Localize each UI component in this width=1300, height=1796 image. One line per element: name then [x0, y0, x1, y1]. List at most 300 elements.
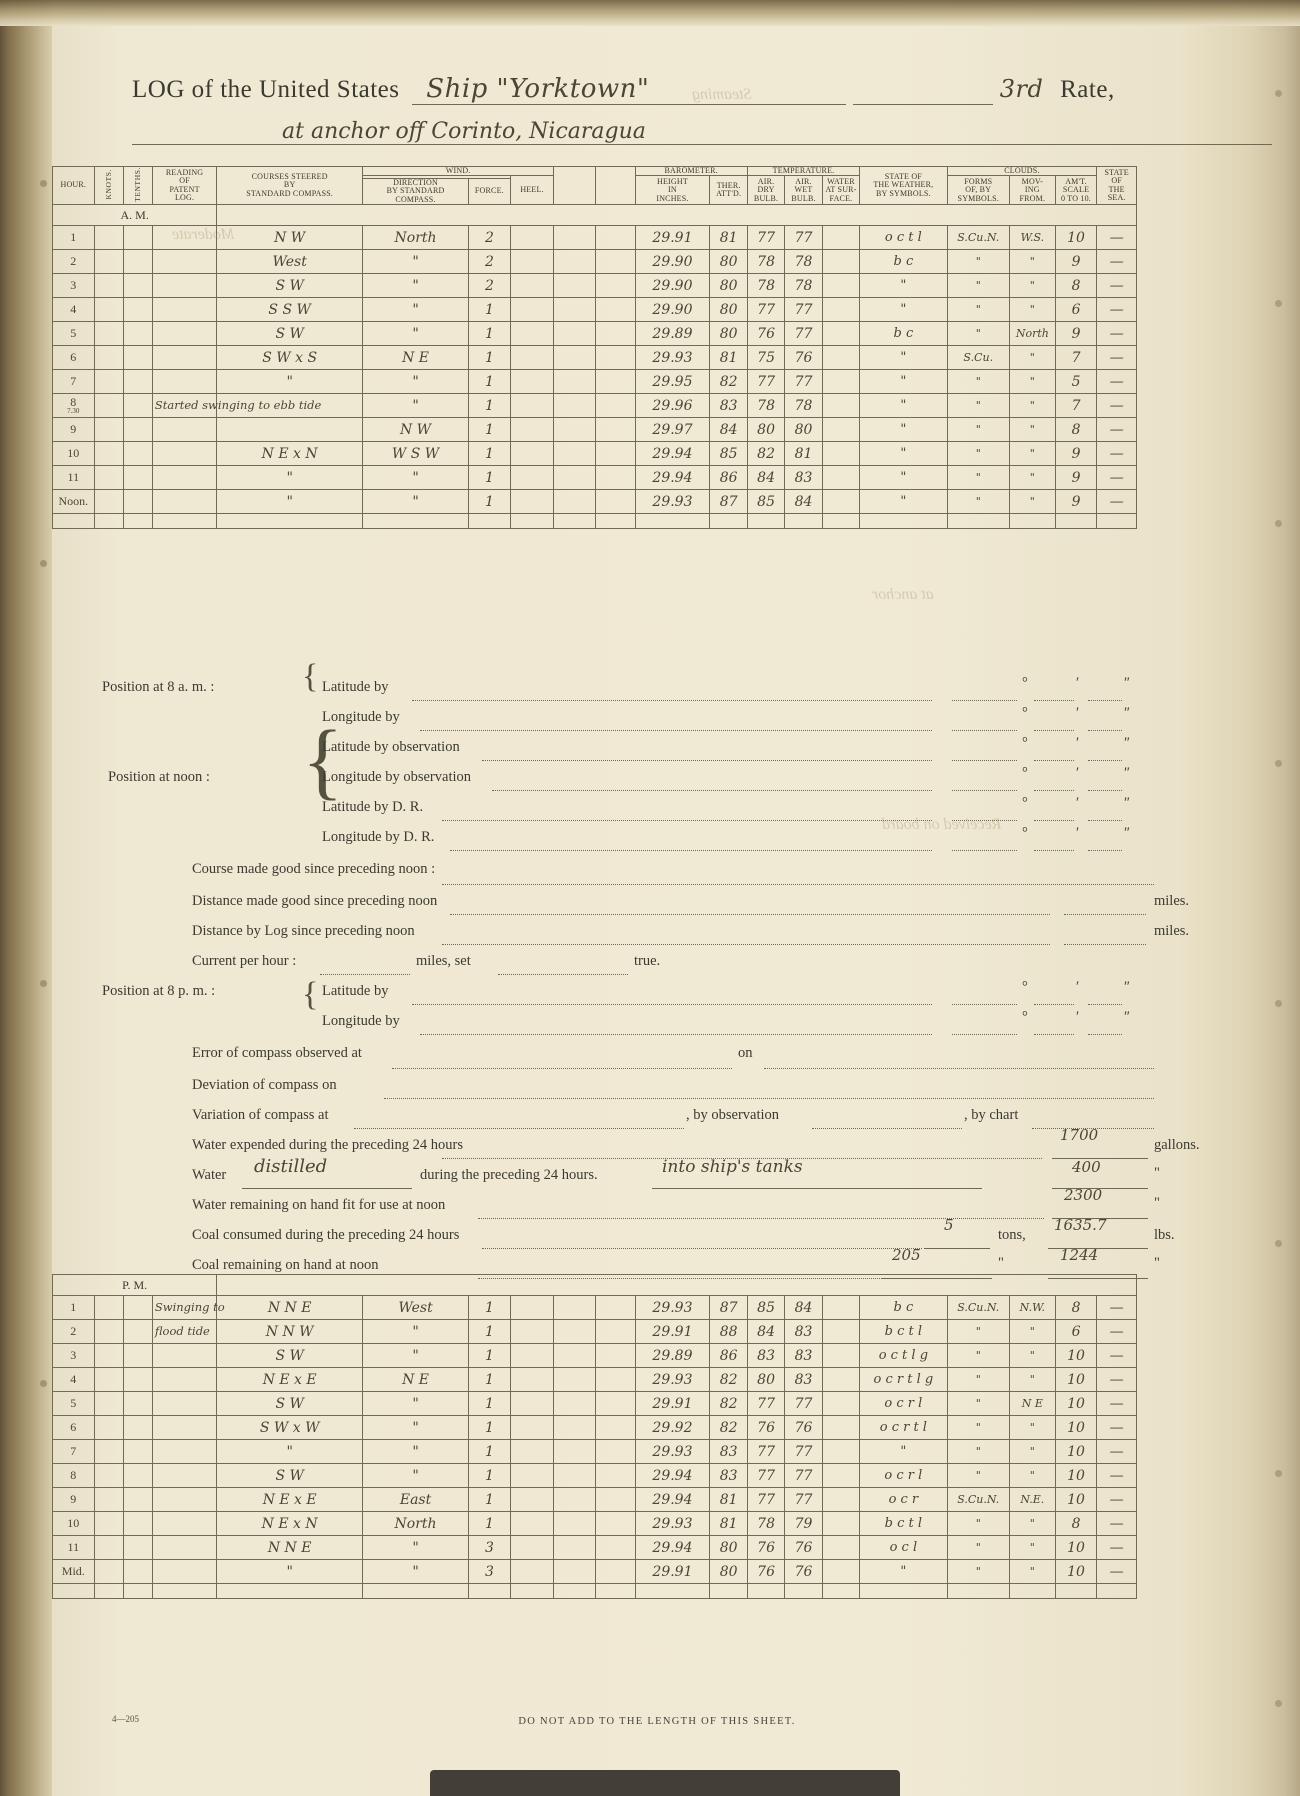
col-knots: KNOTS.: [94, 167, 123, 205]
am-wind-force: 1: [469, 418, 511, 442]
col-bar-height: HEIGHT IN INCHES.: [635, 176, 710, 205]
pm-wind-force: 1: [469, 1464, 511, 1488]
table-row-blank: [53, 514, 1137, 529]
pm-cloud-forms: ": [947, 1560, 1009, 1584]
pm-blank-b: [596, 1320, 636, 1344]
col-bar-ther: THER. ATT'D.: [710, 176, 747, 205]
am-course: [217, 418, 363, 442]
am-hour: Noon.: [53, 490, 95, 514]
lon-dr-label: Longitude by D. R.: [322, 829, 435, 845]
lon-8pm-row: Longitude by ° ′ ″: [192, 1000, 1152, 1030]
pm-ther-attd: 83: [710, 1440, 747, 1464]
pm-air-dry: 84: [747, 1320, 784, 1344]
pm-note: [152, 1440, 216, 1464]
water-remaining-value[interactable]: 2300: [1064, 1186, 1103, 1204]
am-cloud-amount: 9: [1055, 322, 1097, 346]
am-water-surface: [822, 466, 859, 490]
water-remaining-label: Water remaining on hand fit for use at noon: [192, 1197, 446, 1213]
pm-tenths: [123, 1368, 152, 1392]
water-into-value[interactable]: into ship's tanks: [662, 1157, 803, 1177]
pm-knots: [94, 1296, 123, 1320]
am-water-surface: [822, 322, 859, 346]
pm-log-table: [52, 1274, 1137, 1599]
pm-air-dry: 77: [747, 1440, 784, 1464]
am-knots: [94, 466, 123, 490]
pm-wind-direction: ": [362, 1344, 468, 1368]
coal-consumed-lbs[interactable]: 1635.7: [1054, 1216, 1107, 1234]
am-cloud-moving: ": [1009, 370, 1055, 394]
pm-sea-state: —: [1097, 1344, 1137, 1368]
coal-remaining-lbs[interactable]: 1244: [1060, 1246, 1099, 1264]
pm-wind-direction: East: [362, 1488, 468, 1512]
coal-consumed-label: Coal consumed during the preceding 24 hours: [192, 1227, 460, 1243]
am-water-surface: [822, 226, 859, 250]
am-cloud-amount: 9: [1055, 250, 1097, 274]
am-blank-b: [596, 418, 636, 442]
am-water-surface: [822, 394, 859, 418]
pm-barometer: 29.94: [635, 1488, 710, 1512]
am-barometer: 29.94: [635, 442, 710, 466]
table-row[interactable]: [53, 1464, 1137, 1488]
am-cloud-amount: 7: [1055, 394, 1097, 418]
table-row[interactable]: [53, 490, 1137, 514]
pm-barometer: 29.93: [635, 1440, 710, 1464]
am-hour: 7: [53, 370, 95, 394]
pos-8pm-label: Position at 8 p. m. :: [102, 983, 216, 999]
pm-sea-state: —: [1097, 1488, 1137, 1512]
am-blank-a: [554, 394, 596, 418]
pm-weather: b c t l: [860, 1320, 947, 1344]
pm-barometer: 29.94: [635, 1536, 710, 1560]
am-ther-attd: 81: [710, 226, 747, 250]
col-temperature-group: TEMPERATURE.: [747, 167, 859, 176]
pm-blank-a: [554, 1392, 596, 1416]
pm-course: ": [217, 1440, 363, 1464]
pm-cloud-forms: ": [947, 1368, 1009, 1392]
water-remaining-row: [192, 1184, 1160, 1214]
pm-course: S W: [217, 1392, 363, 1416]
am-blank-b: [596, 466, 636, 490]
am-weather: ": [860, 442, 947, 466]
pm-weather: o c r: [860, 1488, 947, 1512]
am-wind-force: 1: [469, 298, 511, 322]
am-cloud-forms: ": [947, 322, 1009, 346]
am-water-surface: [822, 418, 859, 442]
table-row[interactable]: [53, 1512, 1137, 1536]
table-row[interactable]: [53, 298, 1137, 322]
am-water-surface: [822, 250, 859, 274]
pm-cloud-amount: 8: [1055, 1512, 1097, 1536]
coal-remaining-label: Coal remaining on hand at noon: [192, 1257, 379, 1273]
pm-cloud-forms: ": [947, 1344, 1009, 1368]
pm-air-wet: 84: [785, 1296, 822, 1320]
table-row[interactable]: [53, 346, 1137, 370]
am-barometer: 29.96: [635, 394, 710, 418]
pm-note: [152, 1344, 216, 1368]
am-blank-b: [596, 442, 636, 466]
water-expended-value[interactable]: 1700: [1060, 1126, 1099, 1144]
pm-barometer: 29.93: [635, 1512, 710, 1536]
am-weather: ": [860, 274, 947, 298]
am-air-wet: 77: [785, 322, 822, 346]
pm-cloud-moving: N E: [1009, 1392, 1055, 1416]
am-heel: [510, 298, 554, 322]
pm-knots: [94, 1560, 123, 1584]
lat-by-label: Latitude by: [322, 983, 389, 999]
table-row[interactable]: [53, 394, 1137, 418]
lon-dr-row: Longitude by D. R. ° ′ ″: [192, 816, 1152, 846]
middle-form: { Position at 8 a. m. : Latitude by ° ′ ″ Longitude by ° ′ ″ { Latitude by observation ° ′ ″ Position at noon : Longitude by observation ° ′ ″ Latitude by D. R. ° ′ ″ Longitude by D. R. ° ′ ″ Course made good since preceding noon : Distance made good since preceding noon miles. Distance by Log since preceding noon miles. Current per hour : miles, set true. { Position at 8 p. m. : Latitude by ° ′ ″ Longitude by ° ′ ″ Error of compass observed at on Deviation of compass on Variation of compass at , by observation , by chart Water expended during the preceding 24 hours 1700 gallons. Water distilled during the preceding 24 hours. into ship's tanks 400 " Water remaining on hand fit for use at noon 2300 " Coal consumed during the preceding 24 hours 5 tons, 1635.7 lbs. Coal remaining on hand at noon 205 " 1244 ": [192, 666, 1152, 1274]
table-row[interactable]: [53, 442, 1137, 466]
pm-note: [152, 1296, 225, 1320]
pm-weather: b c t l: [860, 1512, 947, 1536]
am-note-text: Started swinging to ebb tide: [154, 398, 322, 413]
col-air-wet: AIR. WET BULB.: [785, 176, 822, 205]
am-barometer: 29.90: [635, 298, 710, 322]
ditto-mark: ": [998, 1255, 1004, 1271]
am-note: [152, 226, 216, 250]
am-note: [152, 322, 216, 346]
am-note: [152, 418, 216, 442]
am-knots: [94, 418, 123, 442]
am-blank-b: [596, 490, 636, 514]
water-distilled-value[interactable]: distilled: [254, 1156, 328, 1177]
am-tenths: [123, 322, 152, 346]
table-row[interactable]: [53, 1368, 1137, 1392]
pm-wind-force: 1: [469, 1488, 511, 1512]
pm-knots: [94, 1344, 123, 1368]
am-cloud-moving: ": [1009, 442, 1055, 466]
am-wind-direction: ": [362, 250, 468, 274]
log-title-row: [132, 74, 1132, 105]
table-row[interactable]: [53, 1536, 1137, 1560]
pm-blank-b: [596, 1512, 636, 1536]
am-sea-state: —: [1097, 466, 1137, 490]
am-air-dry: 77: [747, 298, 784, 322]
table-row[interactable]: [53, 1416, 1137, 1440]
lon-obs-label: Longitude by observation: [322, 769, 472, 785]
col-water-surface: WATER AT SUR- FACE.: [822, 176, 859, 205]
am-blank-b: [596, 394, 636, 418]
am-air-wet: 80: [785, 418, 822, 442]
pm-heel: [510, 1416, 554, 1440]
am-blank-a: [554, 346, 596, 370]
pos-8am-label: Position at 8 a. m. :: [102, 679, 215, 695]
col-patent-log: READING OF PATENT LOG.: [152, 167, 216, 205]
pm-cloud-moving: ": [1009, 1464, 1055, 1488]
pm-course: N E x E: [217, 1488, 363, 1512]
am-knots: [94, 250, 123, 274]
pm-air-wet: 76: [785, 1416, 822, 1440]
coal-consumed-tons[interactable]: 5: [944, 1216, 954, 1234]
pm-knots: [94, 1392, 123, 1416]
pm-wind-direction: ": [362, 1320, 468, 1344]
am-cloud-forms: ": [947, 250, 1009, 274]
water-expended-row: [192, 1124, 1200, 1154]
pm-sea-state: —: [1097, 1296, 1137, 1320]
pm-wind-direction: ": [362, 1560, 468, 1584]
pm-cloud-amount: 6: [1055, 1320, 1097, 1344]
am-knots: [94, 274, 123, 298]
pm-tenths: [123, 1440, 152, 1464]
pm-blank-b: [596, 1368, 636, 1392]
pm-hour: 4: [53, 1368, 95, 1392]
current-true-label: true.: [634, 953, 661, 969]
am-cloud-moving: W.S.: [1009, 226, 1055, 250]
am-sea-state: —: [1097, 274, 1137, 298]
am-wind-force: 1: [469, 442, 511, 466]
am-note: [152, 274, 216, 298]
am-wind-direction: ": [362, 298, 468, 322]
table-row[interactable]: [53, 1344, 1137, 1368]
table-row[interactable]: [53, 370, 1137, 394]
pm-air-dry: 76: [747, 1536, 784, 1560]
am-air-wet: 83: [785, 466, 822, 490]
lon-8am-row: Longitude by ° ′ ″: [192, 696, 1152, 726]
am-cloud-amount: 9: [1055, 442, 1097, 466]
pm-blank-a: [554, 1464, 596, 1488]
am-blank-a: [554, 370, 596, 394]
am-wind-direction: ": [362, 274, 468, 298]
am-knots: [94, 322, 123, 346]
water-label: Water: [192, 1167, 227, 1183]
pm-blank-b: [596, 1560, 636, 1584]
pm-cloud-moving: ": [1009, 1368, 1055, 1392]
am-sea-state: —: [1097, 442, 1137, 466]
pm-heel: [510, 1392, 554, 1416]
am-course: S S W: [217, 298, 363, 322]
am-air-wet: 78: [785, 250, 822, 274]
pm-ther-attd: 80: [710, 1560, 747, 1584]
am-cloud-moving: ": [1009, 274, 1055, 298]
am-cloud-amount: 9: [1055, 490, 1097, 514]
am-sea-state: —: [1097, 226, 1137, 250]
pm-air-dry: 77: [747, 1464, 784, 1488]
am-ther-attd: 86: [710, 466, 747, 490]
table-row[interactable]: [53, 1320, 1137, 1344]
pm-barometer: 29.92: [635, 1416, 710, 1440]
am-blank-a: [554, 274, 596, 298]
am-hour: 5: [53, 322, 95, 346]
am-blank-a: [554, 442, 596, 466]
current-label: Current per hour :: [192, 953, 297, 969]
am-tenths: [123, 442, 152, 466]
pm-cloud-forms: ": [947, 1512, 1009, 1536]
am-heel: [510, 226, 554, 250]
pm-water-surface: [822, 1368, 859, 1392]
am-cloud-moving: ": [1009, 298, 1055, 322]
pm-heel: [510, 1320, 554, 1344]
pm-hour: 3: [53, 1344, 95, 1368]
am-air-dry: 84: [747, 466, 784, 490]
error-on-label: on: [738, 1045, 753, 1061]
am-hour: 6: [53, 346, 95, 370]
deviation-row: [192, 1064, 1152, 1094]
pm-hour: 6: [53, 1416, 95, 1440]
am-blank-b: [596, 322, 636, 346]
pm-tenths: [123, 1536, 152, 1560]
pm-blank-a: [554, 1368, 596, 1392]
lbs-label: lbs.: [1154, 1227, 1175, 1243]
table-row[interactable]: [53, 250, 1137, 274]
am-tenths: [123, 274, 152, 298]
am-course: S W: [217, 322, 363, 346]
am-heel: [510, 442, 554, 466]
am-wind-direction: ": [362, 322, 468, 346]
am-ther-attd: 84: [710, 418, 747, 442]
table-row[interactable]: [53, 1488, 1137, 1512]
pm-blank-a: [554, 1560, 596, 1584]
location-row: [132, 118, 1132, 145]
am-tenths: [123, 466, 152, 490]
am-sea-state: —: [1097, 394, 1137, 418]
pm-wind-force: 1: [469, 1320, 511, 1344]
am-ther-attd: 80: [710, 274, 747, 298]
am-blank-b: [596, 298, 636, 322]
table-row[interactable]: [53, 418, 1137, 442]
am-water-surface: [822, 274, 859, 298]
pm-water-surface: [822, 1392, 859, 1416]
am-weather: b c: [860, 322, 947, 346]
am-table-body: [53, 205, 1137, 529]
pm-ther-attd: 82: [710, 1368, 747, 1392]
table-row[interactable]: [53, 1296, 1137, 1320]
pm-cloud-amount: 10: [1055, 1464, 1097, 1488]
am-wind-force: 1: [469, 322, 511, 346]
water-distilled-row: [192, 1154, 1160, 1184]
pm-wind-direction: ": [362, 1464, 468, 1488]
pm-wind-force: 1: [469, 1440, 511, 1464]
location-field[interactable]: at anchor off Corinto, Nicaragua: [132, 119, 1272, 145]
col-blank-a: [554, 167, 596, 205]
am-cloud-moving: ": [1009, 466, 1055, 490]
water-distilled-amount[interactable]: 400: [1072, 1158, 1101, 1176]
table-row[interactable]: [53, 1560, 1137, 1584]
am-barometer: 29.90: [635, 274, 710, 298]
am-wind-direction: North: [362, 226, 468, 250]
am-weather: o c t l: [860, 226, 947, 250]
table-row[interactable]: [53, 466, 1137, 490]
table-row[interactable]: [53, 226, 1137, 250]
am-note: [152, 370, 216, 394]
pm-sea-state: —: [1097, 1512, 1137, 1536]
am-heel: [510, 466, 554, 490]
pm-cloud-amount: 10: [1055, 1536, 1097, 1560]
pm-ther-attd: 82: [710, 1416, 747, 1440]
course-made-good-label: Course made good since preceding noon :: [192, 861, 436, 877]
pm-heel: [510, 1512, 554, 1536]
pm-hour: 9: [53, 1488, 95, 1512]
right-punch-holes: [1262, 0, 1282, 1796]
col-sea-state: STATE OF THE SEA.: [1097, 167, 1137, 205]
pm-hour: 1: [53, 1296, 95, 1320]
table-row[interactable]: [53, 274, 1137, 298]
am-cloud-moving: ": [1009, 418, 1055, 442]
am-knots: [94, 442, 123, 466]
am-note: [152, 346, 216, 370]
coal-consumed-row: [192, 1214, 1175, 1244]
am-wind-force: 2: [469, 274, 511, 298]
pm-course: N E x E: [217, 1368, 363, 1392]
am-barometer: 29.97: [635, 418, 710, 442]
am-note: [152, 394, 322, 418]
pm-heel: [510, 1488, 554, 1512]
pm-tenths: [123, 1560, 152, 1584]
pm-cloud-moving: ": [1009, 1344, 1055, 1368]
pm-cloud-forms: ": [947, 1440, 1009, 1464]
am-air-wet: 77: [785, 370, 822, 394]
pm-cloud-amount: 10: [1055, 1440, 1097, 1464]
pm-cloud-forms: ": [947, 1464, 1009, 1488]
col-hour: HOUR.: [53, 167, 95, 205]
table-row[interactable]: [53, 322, 1137, 346]
pm-wind-force: 1: [469, 1368, 511, 1392]
pm-wind-force: 3: [469, 1560, 511, 1584]
table-row[interactable]: [53, 1392, 1137, 1416]
pm-air-wet: 83: [785, 1344, 822, 1368]
pm-weather: o c t l g: [860, 1344, 947, 1368]
pm-hour: 10: [53, 1512, 95, 1536]
am-hour: 3: [53, 274, 95, 298]
am-knots: [94, 226, 123, 250]
pm-wind-force: 1: [469, 1344, 511, 1368]
deviation-label: Deviation of compass on: [192, 1077, 337, 1093]
pm-water-surface: [822, 1536, 859, 1560]
pm-tenths: [123, 1512, 152, 1536]
pm-air-wet: 76: [785, 1536, 822, 1560]
am-wind-direction: ": [362, 490, 468, 514]
pm-air-wet: 77: [785, 1464, 822, 1488]
am-note: [152, 298, 216, 322]
pm-ther-attd: 81: [710, 1488, 747, 1512]
pm-wind-direction: West: [362, 1296, 468, 1320]
am-note: [152, 250, 216, 274]
col-courses: COURSES STEERED BY STANDARD COMPASS.: [217, 167, 363, 205]
am-sea-state: —: [1097, 250, 1137, 274]
pm-cloud-amount: 10: [1055, 1560, 1097, 1584]
pm-cloud-forms: ": [947, 1392, 1009, 1416]
col-wind-direction: DIRECTION BY STANDARD COMPASS.: [362, 179, 468, 205]
am-ther-attd: 83: [710, 394, 747, 418]
am-cloud-moving: ": [1009, 490, 1055, 514]
am-wind-force: 1: [469, 346, 511, 370]
col-cloud-forms: FORMS OF, BY SYMBOLS.: [947, 176, 1009, 205]
lat-obs-row: Latitude by observation ° ′ ″: [192, 726, 1152, 756]
pm-hour: 11: [53, 1536, 95, 1560]
coal-remaining-tons[interactable]: 205: [892, 1246, 921, 1264]
table-row[interactable]: [53, 1440, 1137, 1464]
am-heel: [510, 490, 554, 514]
am-course: ": [217, 370, 363, 394]
pm-water-surface: [822, 1464, 859, 1488]
pm-blank-b: [596, 1416, 636, 1440]
am-weather: ": [860, 346, 947, 370]
ship-name-field[interactable]: Ship "Yorktown": [412, 74, 846, 105]
rate-value[interactable]: 3rd: [999, 75, 1044, 103]
pm-cloud-amount: 10: [1055, 1488, 1097, 1512]
am-cloud-forms: ": [947, 490, 1009, 514]
pm-air-wet: 77: [785, 1440, 822, 1464]
am-heel: [510, 274, 554, 298]
am-cloud-moving: ": [1009, 250, 1055, 274]
pm-ther-attd: 86: [710, 1344, 747, 1368]
am-water-surface: [822, 490, 859, 514]
am-tenths: [123, 418, 152, 442]
lat-dr-label: Latitude by D. R.: [322, 799, 424, 815]
pm-air-wet: 77: [785, 1392, 822, 1416]
pm-air-dry: 77: [747, 1392, 784, 1416]
pm-barometer: 29.91: [635, 1320, 710, 1344]
